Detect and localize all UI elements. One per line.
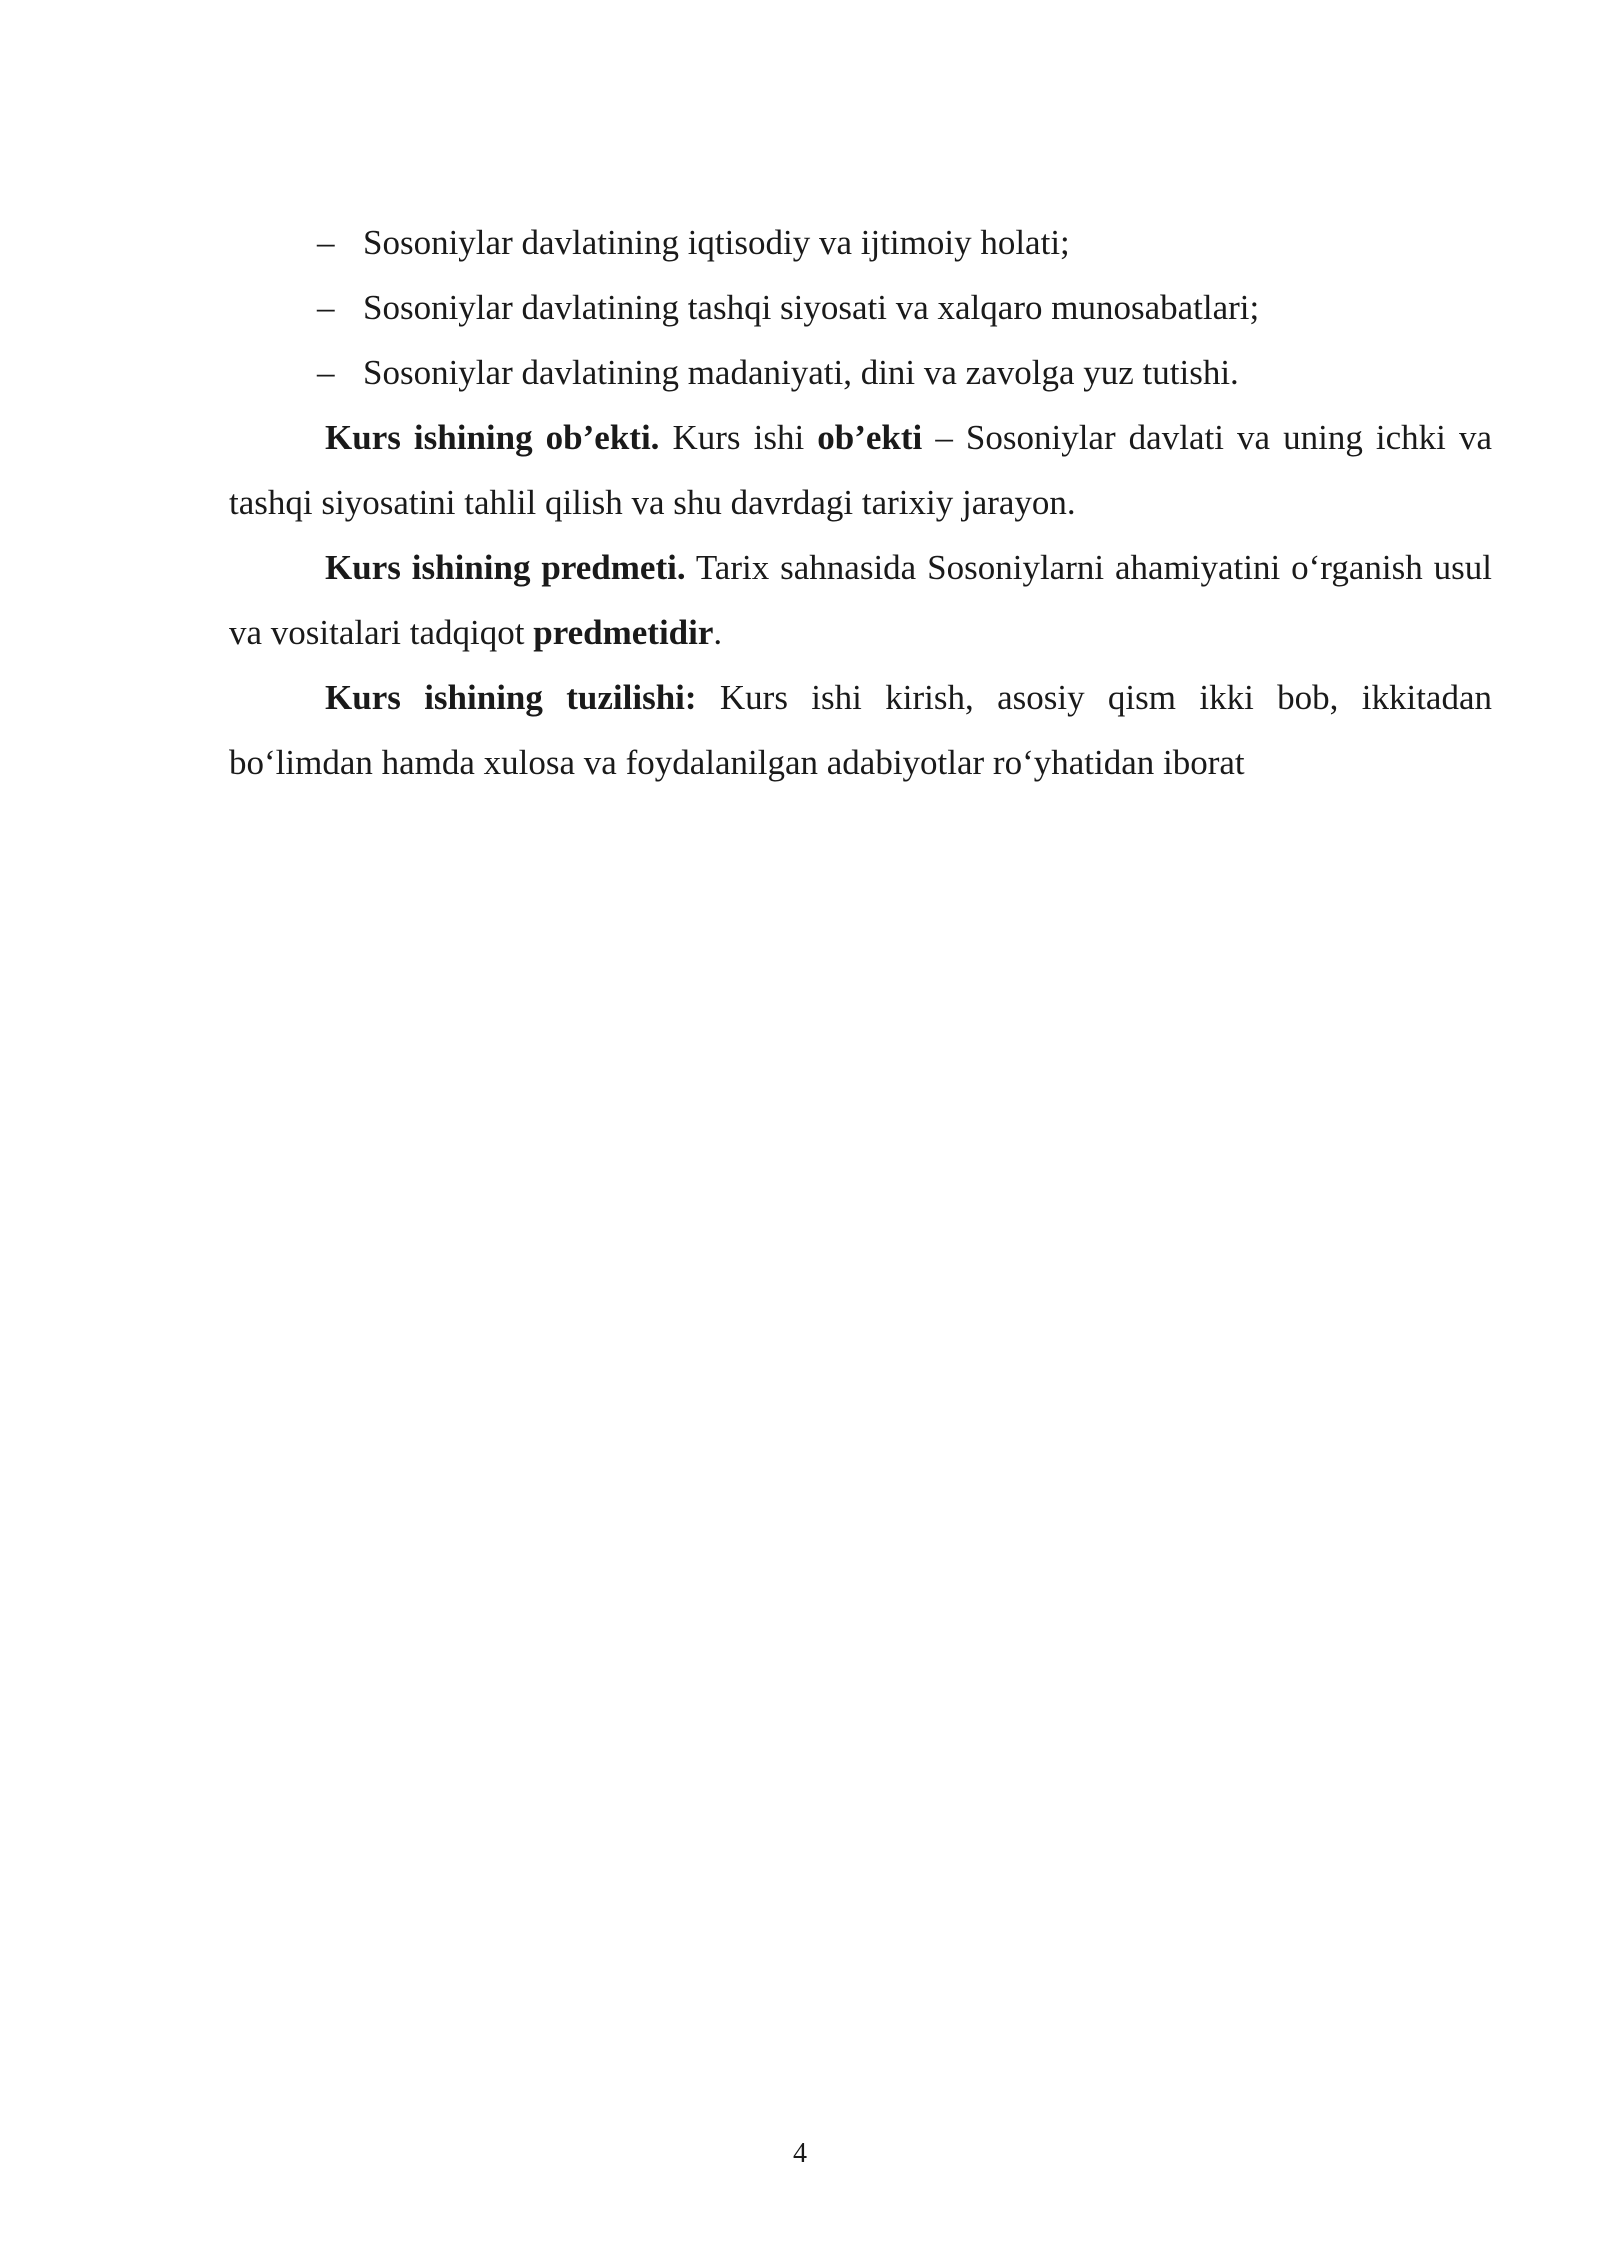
structure-text: Kurs ishi kirish, asosiy qism ikki bob, ikkitadan bo‘limdan hamda xulosa va foydalanilgan adabiyotlar ro‘yhatidan iborat — [229, 678, 1493, 782]
subject-heading: Kurs ishining predmeti. — [325, 548, 686, 587]
object-text: Kurs ishi — [659, 418, 818, 457]
list-item — [229, 275, 1492, 340]
task-list — [229, 210, 1492, 405]
list-item — [229, 340, 1492, 405]
subject-term: predmetidir — [533, 613, 714, 652]
dash-marker: – — [317, 353, 335, 392]
list-item — [229, 210, 1492, 275]
object-heading: Kurs ishining ob’ekti. — [325, 418, 660, 457]
document-body — [229, 210, 1492, 795]
page-number: 4 — [793, 2138, 807, 2169]
list-item-text: Sosoniylar davlatining madaniyati, dini va zavolga yuz tutishi. — [363, 353, 1239, 392]
subject-paragraph — [229, 535, 1492, 665]
list-item-text: Sosoniylar davlatining tashqi siyosati va xalqaro munosabatlari; — [363, 288, 1260, 327]
object-paragraph — [229, 405, 1492, 535]
structure-paragraph — [229, 665, 1492, 795]
object-term: ob’ekti — [817, 418, 923, 457]
dash-marker: – — [317, 288, 335, 327]
dash-marker: – — [317, 223, 335, 262]
subject-text: Tarix sahnasida Sosoniylarni ahamiyatini o‘rganish usul va vositalari tadqiqot — [229, 548, 1492, 652]
object-text-rest: – Sosoniylar davlati va uning ichki va tashqi siyosatini tahlil qilish va shu davrdagi tarixiy jarayon. — [229, 418, 1492, 522]
subject-text-rest: . — [713, 613, 723, 652]
structure-heading: Kurs ishining tuzilishi: — [325, 678, 697, 717]
list-item-text: Sosoniylar davlatining iqtisodiy va ijtimoiy holati; — [363, 223, 1070, 262]
